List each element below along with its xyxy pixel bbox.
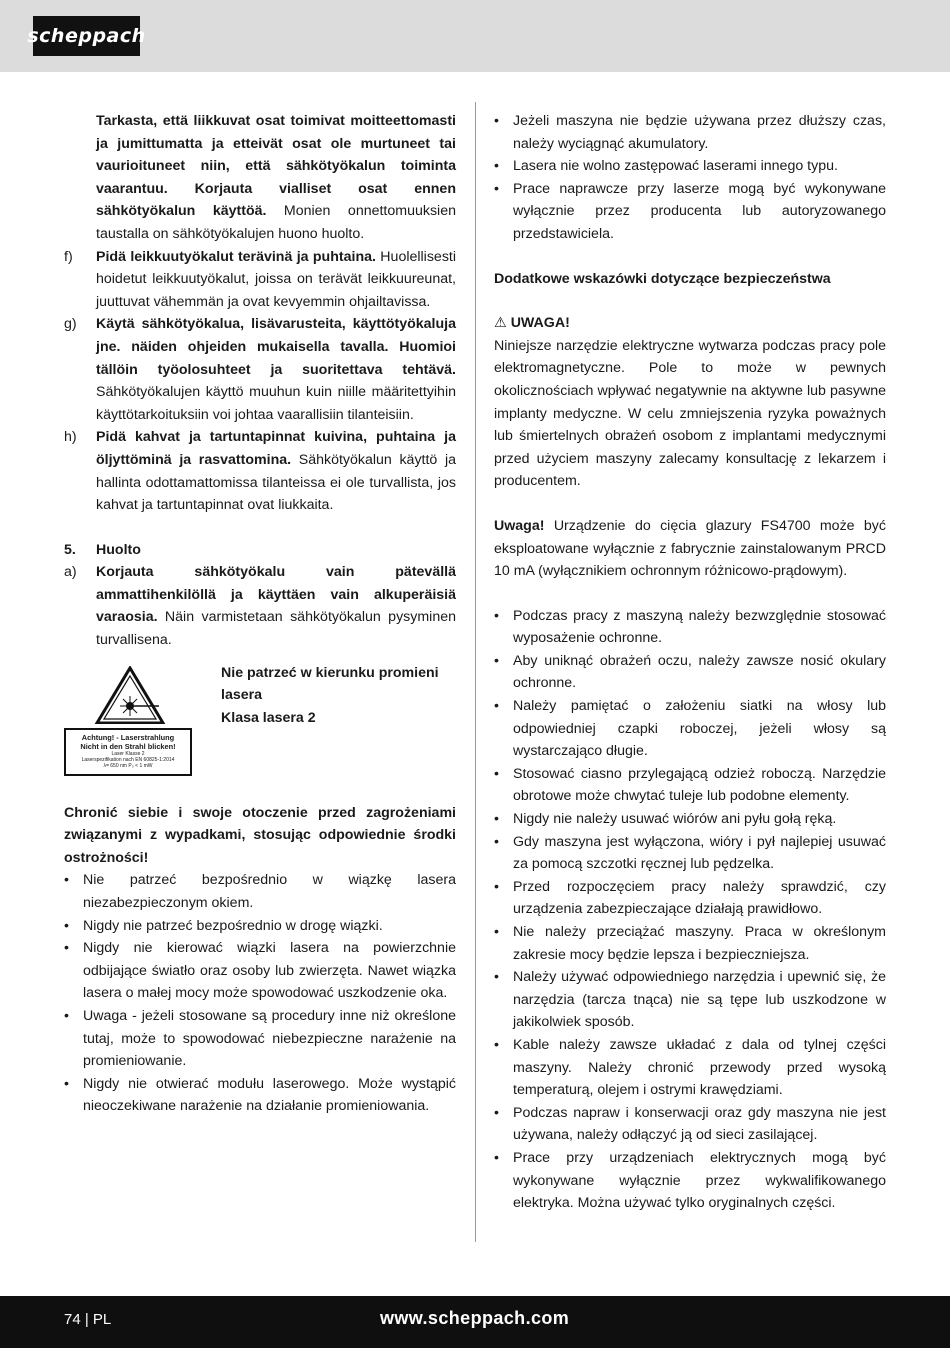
warning-text: Niniejsze narzędzie elektryczne wytwarza podczas pracy pole elektromagnetyczne. Pole to może w pewnych okolicznościach wpływać negatywnie na aktywne lub pasywne implanty medyczne. W celu zmniejszenia ryzyka poważnych lub śmiertelnych obrażeń osobom z implantami medycznymi przed użyciem maszyny zalecamy konsultację z lekarzem i producentem.	[494, 337, 886, 490]
list-item: • Nigdy nie patrzeć bezpośrednio w drogę wiązki.	[64, 917, 383, 934]
laser-caption: Nie patrzeć w kierunku promieni lasera Klasa lasera 2	[221, 664, 439, 726]
list-item: • Należy pamiętać o założeniu siatki na włosy lub odpowiedniej czapki roboczej, jeżeli włosy są wystarczająco długie.	[494, 698, 886, 760]
laser-warning-block	[64, 666, 456, 790]
list-item: • Nigdy nie kierować wiązki lasera na powierzchnie odbijające światło oraz osoby lub zwierzęta. Nawet wiązka lasera o małej mocy może spowodować uszkodzenie oka.	[64, 940, 456, 1002]
list-item: • Nie należy przeciążać maszyny. Praca w określonym zakresie mocy będzie lepsza i bezpieczniejsza.	[494, 924, 886, 963]
list-item: • Stosować ciasno przylegającą odzież roboczą. Narzędzie obrotowe może chwytać tuleje lub podobne elementy.	[494, 765, 886, 805]
list-item: • Nie patrzeć bezpośrednio w wiązkę lasera niezabezpieczonym okiem.	[64, 872, 456, 912]
page-footer	[0, 1296, 950, 1348]
list-item: • Przed rozpoczęciem pracy należy sprawdzić, czy urządzenia zabezpieczające działają prawidłowo.	[494, 878, 886, 918]
list-item-f: f) Pidä leikkuutyökalut terävinä ja puhtaina. Huolellisesti hoidetut leikkuutyökalut, joissa on terävät leikkuureunat, juuttuvat vähemmän ja ovat kevyemmin ohjailtavissa.	[64, 248, 457, 310]
laser-class-label: Achtung! - Laserstrahlung Nicht in den Strahl blicken! Laser Klasse 2 Laserspezifikation nach EN 60825-1:2014 λ= 650 nm P₀ < 1 mW	[64, 728, 192, 776]
list-item-h: h) Pidä kahvat ja tartuntapinnat kuivina, puhtaina ja öljyttöminä ja rasvattomina. Sähkötyökalun käyttö ja hallinta odottamattomissa tilanteissa ei ole turvallista, jos kahvat ja tartuntapinnat ovat liukkaita.	[64, 429, 457, 514]
list-item: • Lasera nie wolno zastępować laserami innego typu.	[494, 158, 838, 175]
list-item: • Prace naprawcze przy laserze mogą być wykonywane wyłącznie przez producenta lub autoryzowanego przedstawiciela.	[494, 180, 886, 242]
list-item: • Podczas napraw i konserwacji oraz gdy maszyna nie jest używana, należy odłączyć ją od sieci zasilającej.	[494, 1104, 886, 1144]
list-item: • Należy używać odpowiedniego narzędzia i upewnić się, że narzędzia (tarcza tnąca) nie są tępe lub uszkodzone w jakikolwiek sposób.	[494, 969, 886, 1031]
list-item: • Uwaga - jeżeli stosowane są procedury inne niż określone tutaj, może to spowodować niebezpieczne narażenie na promieniowanie.	[64, 1008, 456, 1070]
warning-triangle-icon: ⚠	[494, 315, 507, 332]
list-item: • Jeżeli maszyna nie będzie używana przez dłuższy czas, należy wyciągnąć akumulatory.	[494, 113, 886, 152]
list-item: • Nigdy nie należy usuwać wiórów ani pyłu gołą ręką.	[494, 811, 837, 828]
list-item: • Aby uniknąć obrażeń oczu, należy zawsze nosić okulary ochronne.	[494, 652, 886, 692]
list-item: • Nigdy nie otwierać modułu laserowego. Może wystąpić nieoczekiwane narażenie na działanie promieniowania.	[64, 1075, 456, 1115]
right-column	[494, 110, 886, 1215]
section-heading-huolto: 5. Huolto	[64, 541, 141, 558]
list-item: • Gdy maszyna jest wyłączona, wióry i pył najlepiej usuwać za pomocą szczotki ręcznej lub pędzelka.	[494, 833, 886, 873]
scheppach-logo: scheppach	[33, 16, 140, 56]
uwaga-note: Uwaga! Urządzenie do cięcia glazury FS4700 może być eksploatowane wyłącznie z fabrycznie zainstalowanym PRCD 10 mA (wyłącznikiem ochronnym różnicowo-prądowym).	[494, 517, 886, 580]
list-item-g: g) Käytä sähkötyökalua, lisävarusteita, käyttötyökaluja jne. näiden ohjeiden mukaisella tavalla. Huomioi tällöin työolosuhteet ja suoritettava tehtävä. Sähkötyökalujen käyttö muuhun kuin niille määritettyihin käyttötarkoituksiin voi johtaa vaarallisiin tilanteisiin.	[64, 316, 456, 423]
maintenance-intro: Tarkasta, että liikkuvat osat toimivat moitteettomasti ja jumittumatta ja etteivät osat ole murtuneet tai vaurioituneet niin, että sähkötyökalun toiminta vaarantuu. Korjauta vialliset osat ennen sähkötyökalun käyttöä. Monien onnettomuuksien taustalla on sähkötyökalujen huono huolto.	[96, 113, 456, 242]
safety-heading: Dodatkowe wskazówki dotyczące bezpieczeństwa	[494, 270, 831, 287]
list-item-a: a) Korjauta sähkötyökalu vain pätevällä ammattihenkilöllä ja käyttäen vain alkuperäisiä varaosia. Näin varmistetaan sähkötyökalun pysyminen turvallisena.	[64, 564, 456, 649]
page-header	[0, 0, 950, 72]
page-number: 74 | PL	[64, 1311, 112, 1328]
list-item: • Podczas pracy z maszyną należy bezwzględnie stosować wyposażenie ochronne.	[494, 607, 886, 647]
list-item: • Prace przy urządzeniach elektrycznych mogą być wykonywane wyłącznie przez wykwalifikowanego elektryka. Można używać tylko oryginalnych części.	[494, 1149, 886, 1212]
left-column	[64, 110, 456, 1118]
laser-warning-triangle-icon	[93, 666, 195, 724]
protect-heading: Chronić siebie i swoje otoczenie przed zagrożeniami związanymi z wypadkami, stosując odpowiednie środki ostrożności!	[64, 804, 456, 866]
warning-title: ⚠ UWAGA!	[494, 315, 570, 332]
website-url: www.scheppach.com	[380, 1308, 570, 1328]
column-divider	[475, 102, 476, 1242]
list-item: • Kable należy zawsze układać z dala od tylnej części maszyny. Należy chronić przewody przed wysoką temperaturą, olejem i ostrymi krawędziami.	[494, 1036, 886, 1099]
